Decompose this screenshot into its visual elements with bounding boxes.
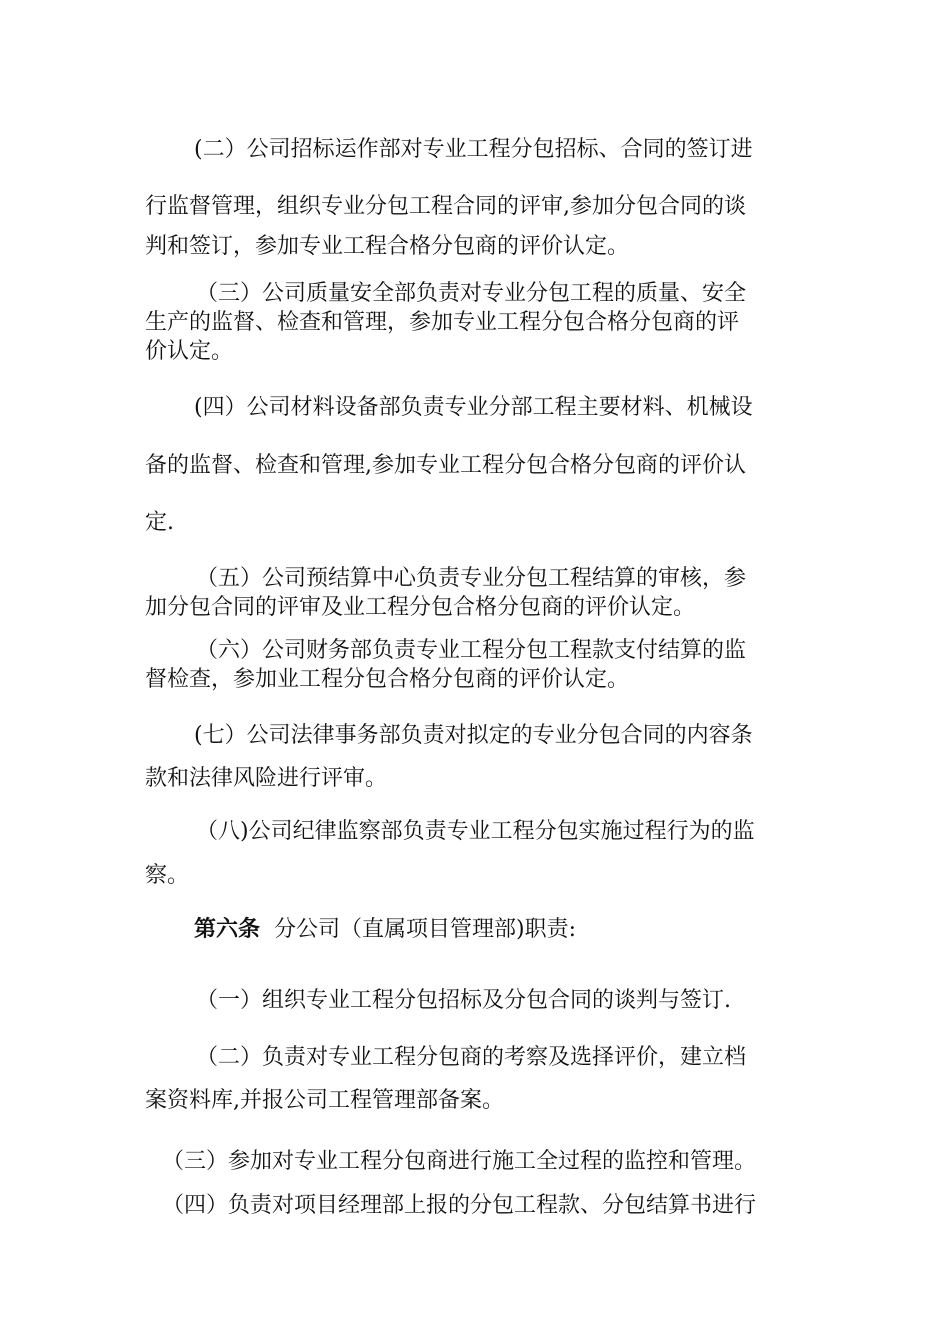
paragraph-line: 案资料库,并报公司工程管理部备案。 [145, 1088, 504, 1113]
paragraph-line: 定. [145, 510, 174, 535]
paragraph-line: （一）组织专业工程分包招标及分包合同的谈判与签订. [196, 988, 731, 1013]
paragraph-line: 款和法律风险进行评审。 [145, 766, 388, 791]
paragraph-line: 察。 [145, 863, 190, 888]
paragraph-line: 督检查，参加业工程分包合格分包商的评价认定。 [145, 667, 630, 692]
paragraph-line: 行监督管理，组织专业分包工程合同的评审,参加分包合同的谈 [145, 194, 746, 219]
paragraph-line: （四）负责对项目经理部上报的分包工程款、分包结算书进行 [162, 1193, 757, 1218]
paragraph-line: （五）公司预结算中心负责专业分包工程结算的审核，参 [196, 566, 747, 591]
paragraph-line: 判和签订，参加专业工程合格分包商的评价认定。 [145, 234, 630, 259]
paragraph-line: （八)公司纪律监察部负责专业工程分包实施过程行为的监 [196, 819, 755, 844]
paragraph-line: 备的监督、检查和管理,参加专业工程分包合格分包商的评价认 [145, 453, 746, 478]
paragraph-line: （三）参加对专业工程分包商进行施工全过程的监控和管理。 [162, 1149, 757, 1174]
paragraph-line: 加分包合同的评审及业工程分包合格分包商的评价认定。 [145, 595, 696, 620]
paragraph-line: (七）公司法律事务部负责对拟定的专业分包合同的内容条 [194, 723, 753, 748]
article-number: 第六条 [194, 916, 261, 942]
paragraph-line: (四）公司材料设备部负责专业分部工程主要材料、机械设 [194, 395, 753, 420]
paragraph-line: 生产的监督、检查和管理，参加专业工程分包合格分包商的评 [145, 310, 740, 335]
paragraph-line: 价认定。 [145, 339, 234, 364]
paragraph-line: (二）公司招标运作部对专业工程分包招标、合同的签订进 [194, 137, 753, 162]
article-heading [194, 915, 576, 944]
paragraph-line: （六）公司财务部负责专业工程分包工程款支付结算的监 [196, 638, 747, 663]
article-text: 分公司（直属项目管理部)职责: [274, 917, 577, 942]
paragraph-line: （三）公司质量安全部负责对专业分包工程的质量、安全 [196, 281, 747, 306]
paragraph-line: （二）负责对专业工程分包商的考察及选择评价，建立档 [196, 1045, 747, 1070]
